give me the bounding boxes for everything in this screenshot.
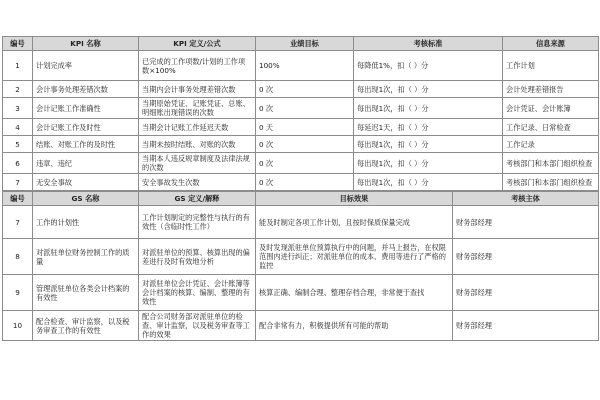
gs-definition: 对派驻单位的预算、核算出现的偏差进行及时有效地分析 [139,239,256,275]
kpi-number: 6 [3,153,33,174]
gs-header-cell: 编号 [3,192,33,206]
kpi-standard: 每降低1%，扣（ ）分 [354,51,503,81]
gs-row [3,311,599,341]
gs-row [3,275,599,311]
kpi-name: 结账、对账工作的及时性 [33,136,139,153]
gs-table [2,191,599,341]
kpi-definition: 当期未按时结账、对账的次数 [139,136,256,153]
kpi-header-cell: 考核标准 [354,37,503,51]
gs-name: 工作的计划性 [33,206,139,239]
kpi-header-cell: 信息来源 [503,37,599,51]
gs-name: 配合检查、审计监察，以及税务审查工作的有效性 [33,311,139,341]
kpi-source: 工作记录、日常检查 [503,119,599,136]
kpi-number: 2 [3,81,33,98]
kpi-source: 考核部门和本部门组织检查 [503,153,599,174]
kpi-standard: 每出现1次，扣（ ）分 [354,153,503,174]
kpi-name: 会计记账工作及时性 [33,119,139,136]
kpi-name: 违章、违纪 [33,153,139,174]
kpi-standard: 每出现1次，扣（ ）分 [354,98,503,119]
kpi-source: 工作计划 [503,51,599,81]
kpi-definition: 当期原始凭证、记账凭证、总账、明细账出现错误的次数 [139,98,256,119]
kpi-number: 4 [3,119,33,136]
kpi-row [3,153,599,174]
kpi-table [2,36,599,191]
gs-number: 10 [3,311,33,341]
kpi-number: 3 [3,98,33,119]
kpi-row [3,174,599,191]
gs-assessor: 财务部经理 [453,239,599,275]
gs-definition: 对派驻单位会计凭证、会计账簿等会计档案的核算、编制、整理的有效性 [139,275,256,311]
gs-assessor: 财务部经理 [453,206,599,239]
gs-header-cell: GS 名称 [33,192,139,206]
kpi-name: 会计记账工作准确性 [33,98,139,119]
kpi-standard: 每出现1次，扣（ ）分 [354,174,503,191]
kpi-target: 0 次 [256,98,354,119]
kpi-header-cell: 编号 [3,37,33,51]
kpi-gs-assessment-sheet [2,36,598,341]
kpi-row [3,136,599,153]
gs-target-effect: 配合非常有力，积极提供所有可能的帮助 [256,311,453,341]
kpi-source: 考核部门和本部门组织检查 [503,174,599,191]
gs-name: 对派驻单位财务控制工作的质量 [33,239,139,275]
kpi-target: 0 次 [256,174,354,191]
kpi-row [3,81,599,98]
gs-assessor: 财务部经理 [453,275,599,311]
kpi-row [3,51,599,81]
gs-number: 8 [3,239,33,275]
kpi-target: 0 天 [256,119,354,136]
gs-number: 9 [3,275,33,311]
gs-assessor: 财务部经理 [453,311,599,341]
gs-row [3,239,599,275]
kpi-row [3,119,599,136]
kpi-definition: 当期内会计事务处理差错次数 [139,81,256,98]
kpi-name: 会计事务处理差错次数 [33,81,139,98]
gs-definition: 配合公司财务部对派驻单位的检查、审计监察，以及税务审查等工作的效果 [139,311,256,341]
kpi-target: 0 次 [256,81,354,98]
kpi-definition: 安全事故发生次数 [139,174,256,191]
kpi-header-row [3,37,599,51]
kpi-name: 无安全事故 [33,174,139,191]
kpi-standard: 每出现1次，扣（ ）分 [354,136,503,153]
gs-row [3,206,599,239]
kpi-header-cell: KPI 名称 [33,37,139,51]
gs-header-cell: GS 定义/解释 [139,192,256,206]
gs-header-cell: 考核主体 [453,192,599,206]
kpi-target: 0 次 [256,136,354,153]
kpi-source: 工作记录 [503,136,599,153]
kpi-source: 会计处理差错报告 [503,81,599,98]
kpi-header-cell: 业绩目标 [256,37,354,51]
kpi-target: 0 次 [256,153,354,174]
kpi-row [3,98,599,119]
kpi-source: 会计凭证、会计账簿 [503,98,599,119]
kpi-target: 100% [256,51,354,81]
gs-target-effect: 能及时制定各项工作计划，且按时保质保量完成 [256,206,453,239]
kpi-number: 1 [3,51,33,81]
kpi-definition: 当期会计记账工作延迟天数 [139,119,256,136]
gs-target-effect: 核算正确、编制合理、整理存档合理，非常便于查找 [256,275,453,311]
kpi-header-cell: KPI 定义/公式 [139,37,256,51]
gs-definition: 工作计划制定的完整性与执行的有效性（含临时性工作） [139,206,256,239]
gs-target-effect: 及时发现派驻单位预算执行中的问题，并马上报告，在权限范围内进行纠正；对派驻单位的成本、费用等进行了严格的监控 [256,239,453,275]
kpi-definition: 已完成的工作项数/计划的工作项数×100% [139,51,256,81]
gs-number: 7 [3,206,33,239]
gs-header-row [3,192,599,206]
kpi-definition: 当期本人违反规章制度及法律法规的次数 [139,153,256,174]
kpi-standard: 每出现1次，扣（ ）分 [354,81,503,98]
gs-header-cell: 目标效果 [256,192,453,206]
kpi-name: 计划完成率 [33,51,139,81]
kpi-standard: 每延迟1天，扣（ ）分 [354,119,503,136]
kpi-number: 7 [3,174,33,191]
kpi-number: 5 [3,136,33,153]
gs-name: 管理派驻单位各类会计档案的有效性 [33,275,139,311]
